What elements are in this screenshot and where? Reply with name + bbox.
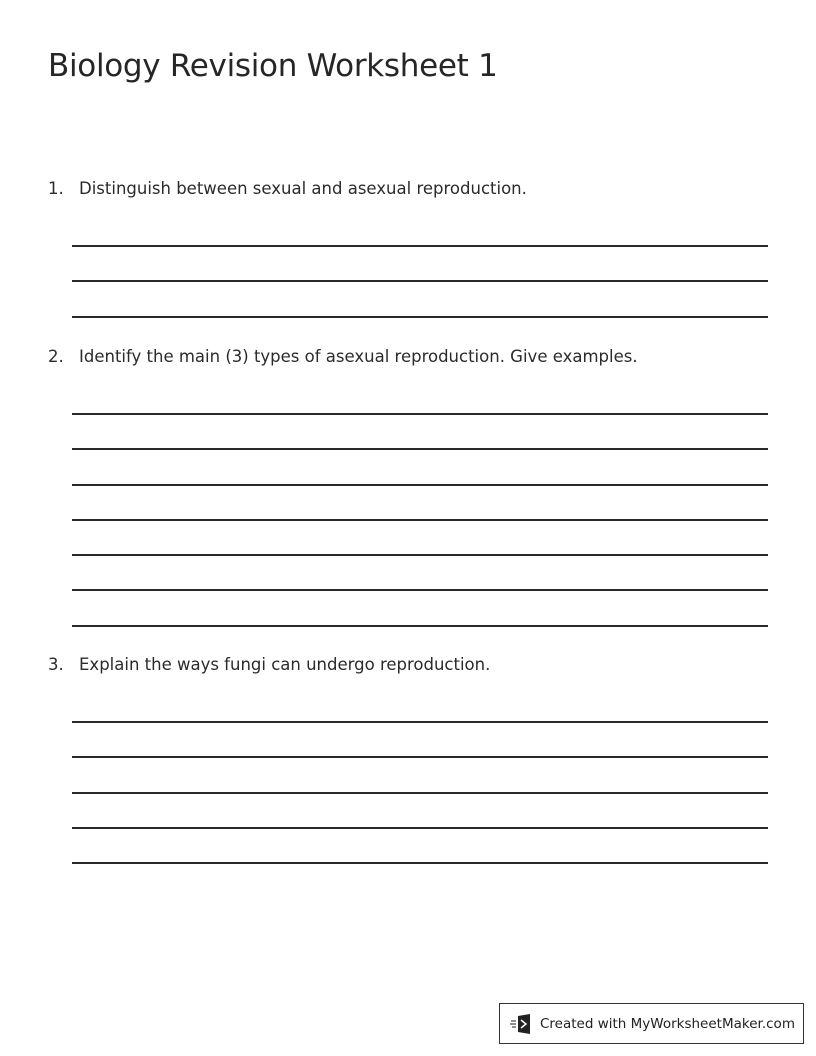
question-3 <box>48 653 768 864</box>
question-number: 3. <box>48 655 64 674</box>
answer-line[interactable] <box>72 794 768 829</box>
answer-line[interactable] <box>72 758 768 793</box>
answer-lines[interactable] <box>72 224 768 318</box>
answer-line[interactable] <box>72 247 768 282</box>
answer-lines[interactable] <box>72 700 768 864</box>
footer-text: Created with MyWorksheetMaker.com <box>540 1015 795 1032</box>
answer-line[interactable] <box>72 829 768 864</box>
answer-lines[interactable] <box>72 392 768 627</box>
question-text: Distinguish between sexual and asexual reproduction. <box>79 179 527 198</box>
answer-line[interactable] <box>72 521 768 556</box>
question-text: Identify the main (3) types of asexual reproduction. Give examples. <box>79 347 638 366</box>
answer-line[interactable] <box>72 224 768 247</box>
answer-line[interactable] <box>72 282 768 317</box>
answer-line[interactable] <box>72 591 768 626</box>
question-2 <box>48 345 768 627</box>
question-text: Explain the ways fungi can undergo reproduction. <box>79 655 491 674</box>
answer-line[interactable] <box>72 700 768 723</box>
question-number: 2. <box>48 347 64 366</box>
question-1 <box>48 177 768 318</box>
question-number: 1. <box>48 179 64 198</box>
answer-line[interactable] <box>72 392 768 415</box>
footer-credit[interactable] <box>499 1003 804 1044</box>
answer-line[interactable] <box>72 415 768 450</box>
page-title: Biology Revision Worksheet 1 <box>48 48 498 84</box>
answer-line[interactable] <box>72 486 768 521</box>
answer-line[interactable] <box>72 450 768 485</box>
worksheet-maker-logo-icon <box>510 1013 534 1035</box>
answer-line[interactable] <box>72 556 768 591</box>
answer-line[interactable] <box>72 723 768 758</box>
